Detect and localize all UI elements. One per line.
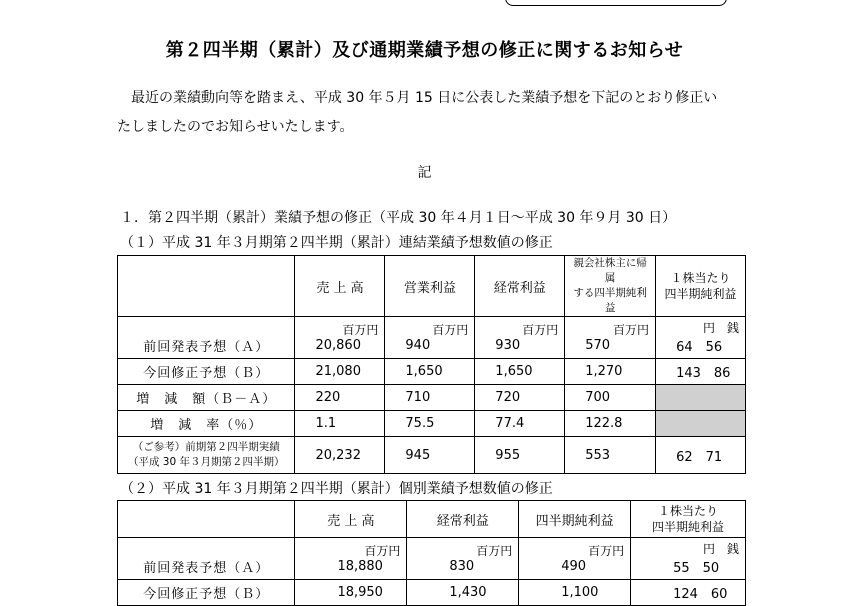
table-row [118,317,746,359]
cell-value: 18,950 [295,580,407,606]
cell-value: 490 [561,558,587,574]
reference-label-line-2: （平成 30 年３月期第２四半期） [127,456,285,468]
table-cell [407,538,519,580]
cell-value: 55 50 [673,560,720,576]
table-cell [385,317,475,359]
cell-value: 1,430 [407,580,519,606]
header-eps-line-1: １株当たり [670,271,731,285]
row-label: 増 減 額（Ｂ－Ａ） [118,385,295,411]
table-row [118,385,746,411]
unit-label: 円 銭 [702,541,739,556]
cell-value: 1.1 [295,411,385,437]
cell-value: 830 [449,558,475,574]
unit-label: 百万円 [588,543,625,558]
header-net-income: 四半期純利益 [519,501,631,538]
table-cell [475,317,565,359]
row-label: 前回発表予想（Ａ） [118,538,295,580]
header-net-income-line-2: する四半期純利益 [573,287,647,314]
intro-line-1: 最近の業績動向等を踏まえ、平成 30 年５月 15 日に公表した業績予想を下記のとおり修正い [131,90,718,106]
table-header-row [118,501,746,538]
table-row [118,359,746,385]
cell-value: 1,100 [519,580,631,606]
header-eps-line-1: １株当たり [658,504,719,518]
cell-value: 930 [495,337,521,353]
table-cell [295,538,407,580]
row-label: 前回発表予想（Ａ） [118,317,295,359]
unit-label: 円 銭 [702,320,739,335]
header-empty-cell [118,501,295,538]
header-frame-fragment [505,0,727,6]
cell-value: 20,232 [295,437,385,474]
table-header-row [118,256,746,317]
cell-value: 64 56 [676,339,723,355]
header-eps-line-2: 四半期純利益 [652,520,725,534]
header-eps-line-2: 四半期純利益 [664,287,737,301]
cell-value: 710 [385,385,475,411]
cell-value: 945 [385,437,475,474]
shaded-cell [656,385,746,411]
table-row [118,437,746,474]
non-consolidated-forecast-table [117,500,746,606]
header-eps [631,501,746,538]
table-row [118,580,746,606]
header-net-income-line-1: 親会社株主に帰属 [573,257,647,284]
header-empty-cell [118,256,295,317]
subsection-1-heading: （１）平成 31 年３月期第２四半期（累計）連結業績予想数値の修正 [120,235,553,251]
row-label: 増 減 率（％） [118,411,295,437]
cell-value: 122.8 [565,411,656,437]
unit-label: 百万円 [364,543,401,558]
unit-label: 百万円 [342,322,379,337]
cell-value: 18,880 [337,558,383,574]
ki-heading: 記 [417,165,432,181]
subsection-2-heading: （２）平成 31 年３月期第２四半期（累計）個別業績予想数値の修正 [120,481,553,497]
cell-value: 1,650 [385,359,475,385]
cell-value: 20,860 [315,337,361,353]
header-ordinary-income: 経常利益 [475,256,565,317]
cell-value: 940 [405,337,431,353]
reference-label-line-1: （ご参考）前期第２四半期実績 [132,441,280,453]
header-sales: 売 上 高 [295,256,385,317]
document-title: 第２四半期（累計）及び通期業績予想の修正に関するお知らせ [165,40,684,61]
header-sales: 売 上 高 [295,501,407,538]
table-cell [519,538,631,580]
header-operating-income: 営業利益 [385,256,475,317]
cell-value: 75.5 [385,411,475,437]
cell-value: 1,650 [475,359,565,385]
cell-value: 553 [565,437,656,474]
table-cell [565,317,656,359]
cell-value: 720 [475,385,565,411]
cell-value: 220 [295,385,385,411]
cell-value: 21,080 [295,359,385,385]
header-net-income-parent [565,256,656,317]
cell-value: 1,270 [565,359,656,385]
unit-label: 百万円 [432,322,469,337]
cell-value: 700 [565,385,656,411]
header-eps [656,256,746,317]
intro-line-2: たしましたのでお知らせいたします。 [117,119,354,135]
cell-value: 124 60 [631,580,746,606]
cell-value: 143 86 [656,359,746,385]
unit-label: 百万円 [522,322,559,337]
header-ordinary-income: 経常利益 [407,501,519,538]
unit-label: 百万円 [476,543,513,558]
section-1-heading: １．第２四半期（累計）業績予想の修正（平成 30 年４月１日～平成 30 年９月 30 日） [120,210,677,226]
reference-row-label [118,437,295,474]
shaded-cell [656,411,746,437]
intro-paragraph [117,84,757,142]
table-cell [656,317,746,359]
cell-value: 955 [475,437,565,474]
unit-label: 百万円 [613,322,650,337]
table-cell [295,317,385,359]
row-label: 今回修正予想（Ｂ） [118,580,295,606]
consolidated-forecast-table [117,255,746,474]
table-row [118,411,746,437]
cell-value: 62 71 [656,437,746,474]
row-label: 今回修正予想（Ｂ） [118,359,295,385]
table-cell [631,538,746,580]
cell-value: 77.4 [475,411,565,437]
table-row [118,538,746,580]
cell-value: 570 [585,337,611,353]
